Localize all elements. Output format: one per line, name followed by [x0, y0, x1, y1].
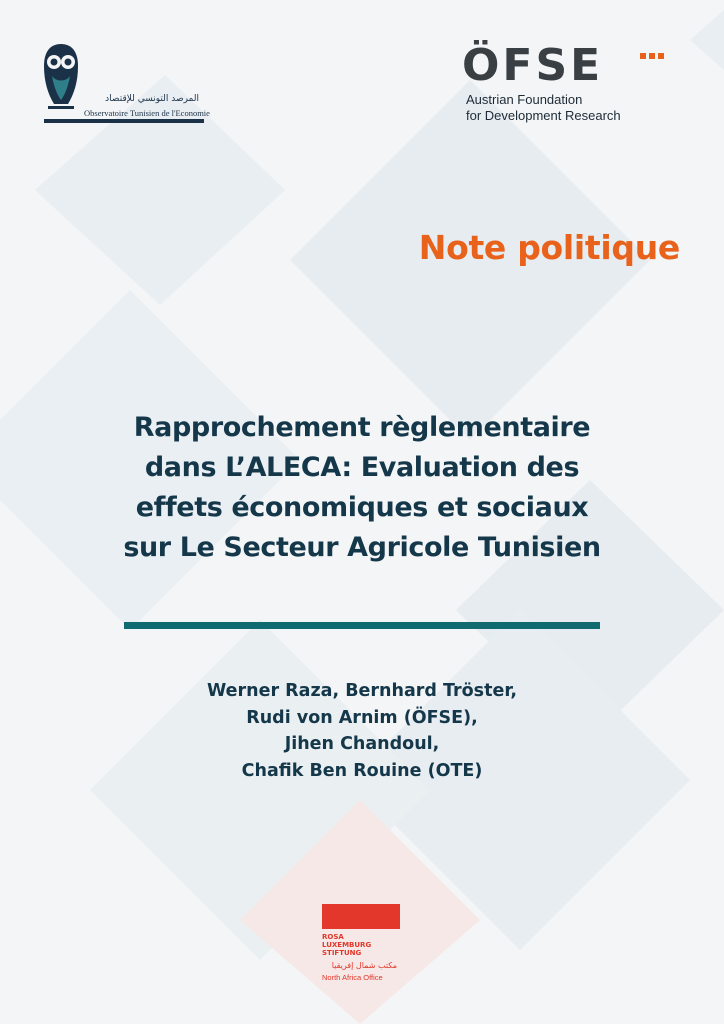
title-divider — [124, 622, 600, 629]
ote-underline — [44, 119, 204, 123]
ofse-logo — [462, 40, 692, 125]
title-line: sur Le Secteur Agricole Tunisien — [123, 532, 601, 563]
rls-arabic-office: مكتب شمال إفريقيا — [331, 961, 397, 970]
author-line: Chafik Ben Rouine (OTE) — [241, 760, 483, 781]
ote-logo — [40, 42, 210, 127]
title-line: effets économiques et sociaux — [135, 492, 589, 523]
ofse-wordmark — [462, 40, 642, 86]
ofse-subtitle-line2: for Development Research — [466, 108, 621, 123]
document-title — [40, 408, 684, 568]
ote-french-name: Observatoire Tunisien de l'Economie — [84, 108, 210, 118]
rls-name-line: ROSA — [322, 933, 344, 941]
rosa-luxemburg-logo — [322, 904, 412, 984]
author-line: Rudi von Arnim (ÖFSE), — [246, 707, 478, 728]
owl-icon — [40, 42, 82, 112]
ote-arabic-name: المرصد التونسي للإقتصاد — [105, 94, 199, 104]
author-list — [60, 678, 664, 784]
ofse-subtitle — [466, 92, 686, 124]
author-line: Werner Raza, Bernhard Tröster, — [206, 681, 518, 701]
rls-name-line: LUXEMBURG — [322, 941, 372, 949]
document-type: Note politique — [418, 228, 680, 267]
svg-text:ÖFSE: ÖFSE — [462, 40, 604, 86]
ofse-dots-icon — [640, 44, 667, 63]
ofse-subtitle-line1: Austrian Foundation — [466, 92, 583, 107]
rls-office: North Africa Office — [322, 973, 383, 982]
title-line: Rapprochement règlementaire — [133, 412, 591, 443]
author-line: Jihen Chandoul, — [284, 734, 440, 754]
rls-name-line: STIFTUNG — [322, 949, 362, 957]
rls-red-block — [322, 904, 400, 929]
rls-name — [322, 933, 412, 957]
title-line: dans L’ALECA: Evaluation des — [144, 452, 580, 483]
